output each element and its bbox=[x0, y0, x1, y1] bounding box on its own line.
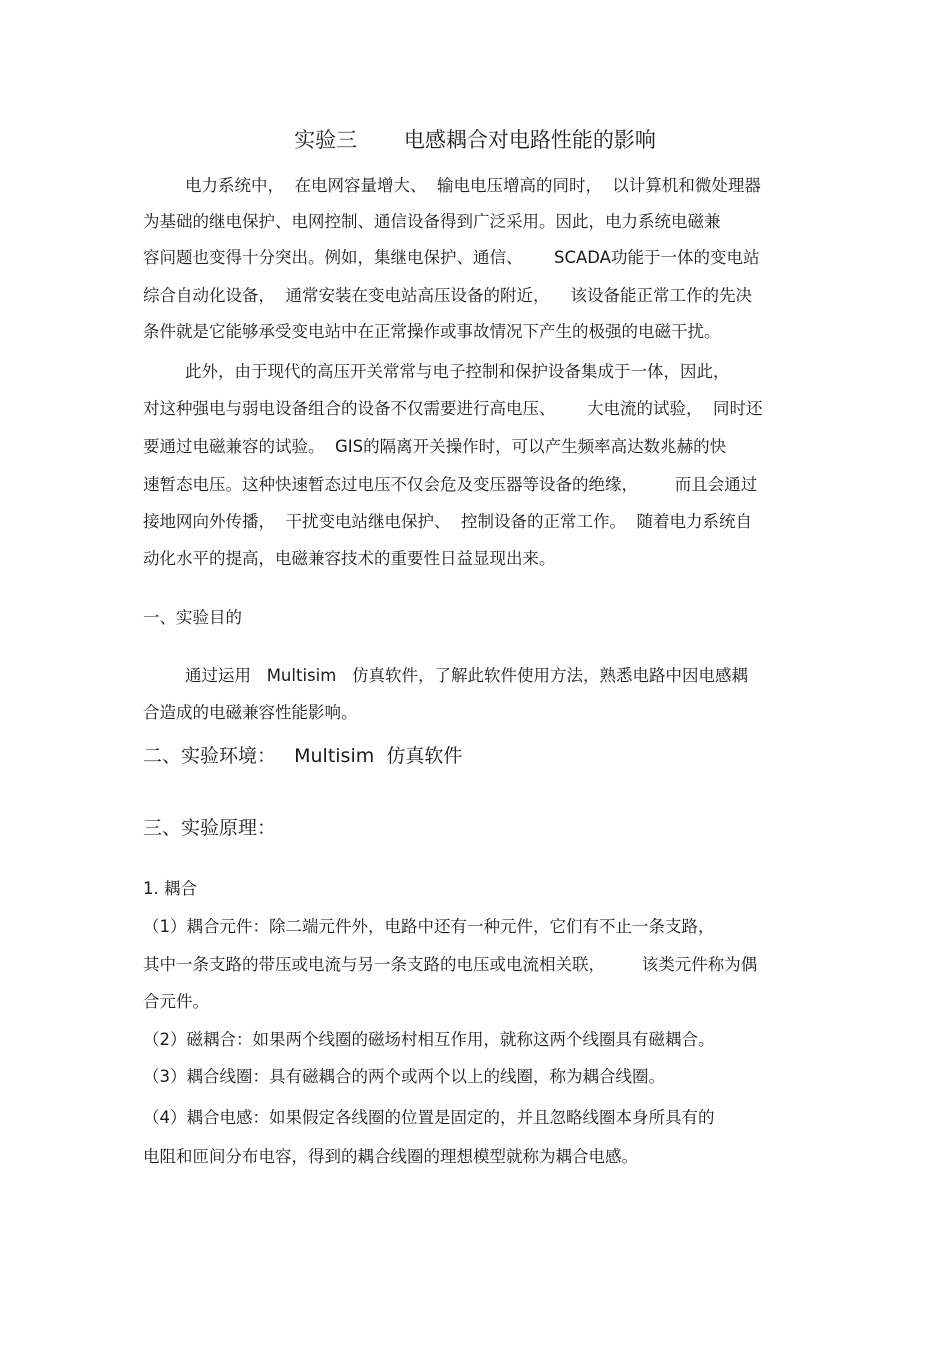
intro-p2-line-4: 速暂态电压。这种快速暂态过电压不仅会危及变压器等设备的绝缘， 而且会通过 bbox=[143, 475, 758, 494]
section-3-heading: 三、实验原理： bbox=[143, 817, 277, 839]
intro-p1-line-2: 为基础的继电保护、电网控制、通信设备得到广泛采用。因此，电力系统电磁兼 bbox=[143, 212, 721, 231]
section-3-item-line-5: （3）耦合线圈：具有磁耦合的两个或两个以上的线圈，称为耦合线圈。 bbox=[143, 1067, 665, 1086]
intro-p1-line-4: 综合自动化设备， 通常安装在变电站高压设备的附近， 该设备能正常工作的先决 bbox=[143, 286, 752, 305]
section-1-heading: 一、实验目的 bbox=[143, 608, 242, 627]
section-3-item-line-4: （2）磁耦合：如果两个线圈的磁场村相互作用，就称这两个线圈具有磁耦合。 bbox=[143, 1030, 715, 1049]
section-2-heading: 二、实验环境： Multisim 仿真软件 bbox=[143, 745, 463, 767]
intro-p2-line-5: 接地网向外传播， 干扰变电站继电保护、 控制设备的正常工作。 随着电力系统自 bbox=[143, 512, 752, 531]
intro-p1-line-5: 条件就是它能够承受变电站中在正常操作或事故情况下产生的极强的电磁干扰。 bbox=[143, 322, 721, 341]
page-title: 实验三 电感耦合对电路性能的影响 bbox=[294, 128, 656, 152]
intro-p2-line-2: 对这种强电与弱电设备组合的设备不仅需要进行高电压、 大电流的试验， 同时还 bbox=[143, 399, 763, 418]
intro-p2-line-1: 此外，由于现代的高压开关常常与电子控制和保护设备集成于一体，因此， bbox=[143, 362, 730, 381]
section-3-item-line-7: 电阻和匝间分布电容，得到的耦合线圈的理想模型就称为耦合电感。 bbox=[143, 1147, 638, 1166]
intro-p1-line-1: 电力系统中， 在电网容量增大、 输电电压增高的同时， 以计算机和微处理器 bbox=[143, 176, 761, 195]
section-3-item-line-6: （4）耦合电感：如果假定各线圈的位置是固定的，并且忽略线圈本身所具有的 bbox=[143, 1108, 715, 1127]
section-3-item-line-1: （1）耦合元件：除二端元件外，电路中还有一种元件，它们有不止一条支路， bbox=[143, 917, 715, 936]
section-1-line-2: 合造成的电磁兼容性能影响。 bbox=[143, 703, 358, 722]
intro-p2-line-6: 动化水平的提高，电磁兼容技术的重要性日益显现出来。 bbox=[143, 549, 556, 568]
section-3-item-line-2: 其中一条支路的带压或电流与另一条支路的电压或电流相关联， 该类元件称为偶 bbox=[143, 955, 758, 974]
section-3-item-line-3: 合元件。 bbox=[143, 992, 209, 1011]
intro-p1-line-3: 容问题也变得十分突出。例如，集继电保护、通信、 SCADA功能于一体的变电站 bbox=[143, 248, 760, 267]
intro-p2-line-3: 要通过电磁兼容的试验。 GIS的隔离开关操作时，可以产生频率高达数兆赫的快 bbox=[143, 437, 727, 456]
section-3-subheading: 1. 耦合 bbox=[143, 879, 197, 898]
section-1-line-1: 通过运用 Multisim 仿真软件，了解此软件使用方法，熟悉电路中因电感耦 bbox=[143, 666, 749, 685]
